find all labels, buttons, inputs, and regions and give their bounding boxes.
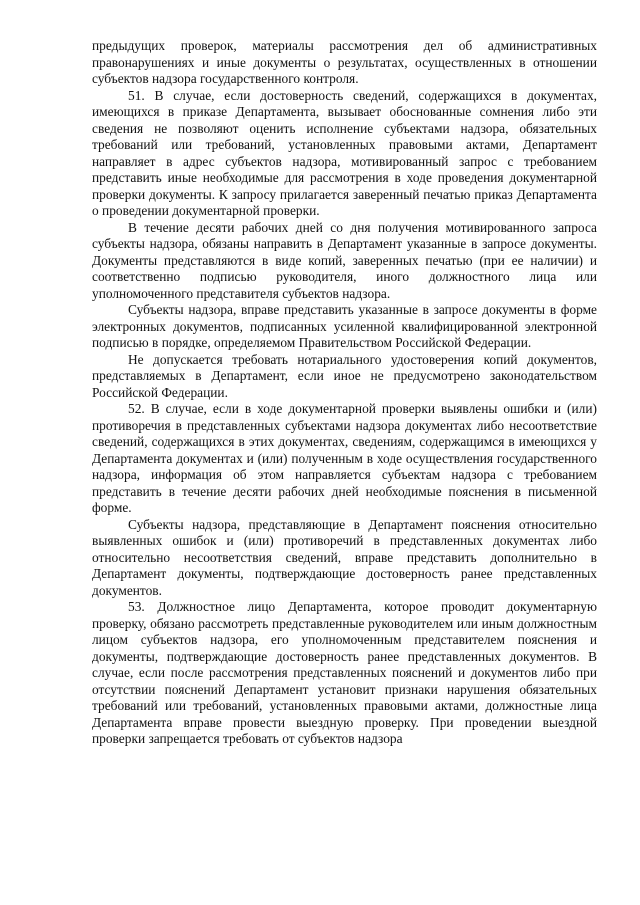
paragraph-continuation: предыдущих проверок, материалы рассмотрения дел об административных правонарушениях и иные документы о результатах, осуществленных в отношении субъектов надзора государственного контроля. — [92, 38, 597, 86]
paragraph-51: 51. В случае, если достоверность сведений, содержащихся в документах, имеющихся в приказе Департамента, вызывает обоснованные сомнения либо эти сведения не позволяют оценить исполнение субъектами надзора, обязательных требований или требований, установленных правовыми актами, Департамент направляет в адрес субъектов надзора, мотивированный запрос с требованием представить иные необходимые для рассмотрения в ходе проведения документарной проверки документы. К запросу прилагается заверенный печатью приказ Департамента о проведении документарной проверки. — [92, 87, 597, 218]
paragraph-51-request-term: В течение десяти рабочих дней со дня получения мотивированного запроса субъекты надзора, обязаны направить в Департамент указанные в запросе документы. Документы представляются в виде копий, заверенных печатью (при ее наличии) и соответственно подписью руководителя, иного должностного лица или уполномоченного представителя субъектов надзора. — [92, 219, 597, 301]
paragraph-51-notary: Не допускается требовать нотариального удостоверения копий документов, представляемых в Департамент, если иное не предусмотрено законодательством Российской Федерации. — [92, 351, 597, 400]
paragraph-53: 53. Должностное лицо Департамента, которое проводит документарную проверку, обязано рассмотреть представленные руководителем или иным должностным лицом субъектов надзора, его уполномоченным представителем пояснения и документы, подтверждающие достоверность ранее представленных документов. В случае, если после рассмотрения представленных пояснений и документов либо при отсутствии пояснений Департамент установит признаки нарушения обязательных требований или требований, установленных правовыми актами, должностные лица Департамента вправе провести выездную проверку. При проведении выездной проверки запрещается требовать от субъектов надзора — [92, 599, 597, 746]
paragraph-52-explanations: Субъекты надзора, представляющие в Департамент пояснения относительно выявленных ошибок и (или) противоречий в представленных документах либо относительно несоответствия сведений, вправе представить дополнительно в Департамент документы, подтверждающие достоверность ранее представленных документов. — [92, 516, 597, 598]
document-page — [92, 38, 597, 748]
paragraph-52: 52. В случае, если в ходе документарной проверки выявлены ошибки и (или) противоречия в представленных субъектами надзора документах либо несоответствие сведений, содержащихся в этих документах, сведениям, содержащимся в имеющихся у Департамента документах и (или) полученным в ходе осуществления государственного надзора, информация об этом направляется субъектам надзора с требованием представить в течение десяти рабочих дней необходимые пояснения в письменной форме. — [92, 401, 597, 515]
paragraph-51-electronic-docs: Субъекты надзора, вправе представить указанные в запросе документы в форме электронных документов, подписанных усиленной квалифицированной электронной подписью в порядке, определяемом Правительством Российской Федерации. — [92, 302, 597, 350]
